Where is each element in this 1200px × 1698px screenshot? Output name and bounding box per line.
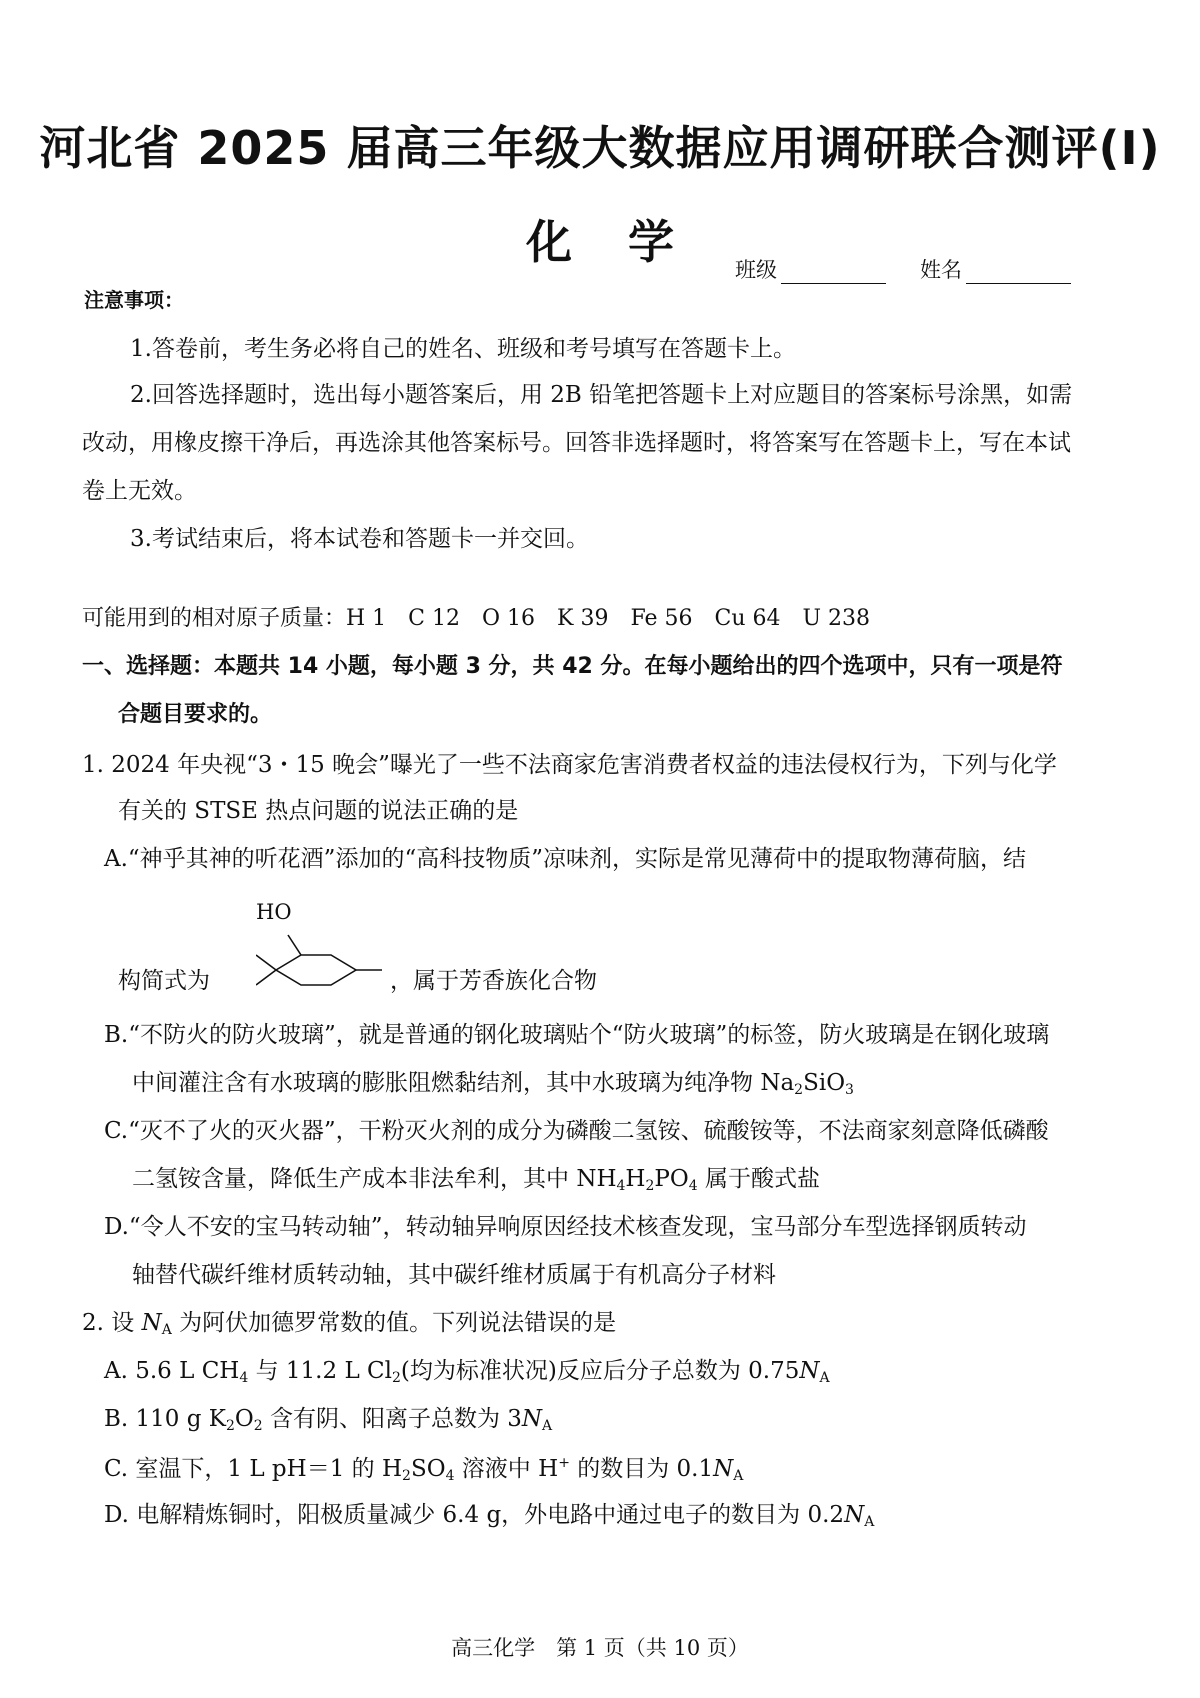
- section1-line-1: 一、选择题：本题共 14 小题，每小题 3 分，共 42 分。在每小题给出的四个选项中，只有一项是符: [82, 654, 1063, 679]
- menthol-ho-label: HO: [256, 900, 292, 924]
- q1-option-a-line-1: A.“神乎其神的听花酒”添加的“高科技物质”凉味剂，实际是常见薄荷中的提取物薄荷脑，结: [104, 846, 1026, 872]
- q2-option-d: D. 电解精炼铜时，阳极质量减少 6.4 g，外电路中通过电子的数目为 $0.2N_A$: [104, 1502, 875, 1530]
- q1-stem-line-2: 有关的 STSE 热点问题的说法正确的是: [118, 798, 519, 824]
- section1-line-2: 合题目要求的。: [118, 702, 273, 727]
- name-blank[interactable]: [966, 261, 1071, 284]
- q1-option-a-suffix: ，属于芳香族化合物: [390, 968, 597, 994]
- q1-option-d-line-1: D.“令人不安的宝马转动轴”，转动轴异响原因经技术核查发现，宝马部分车型选择钢质转动: [104, 1214, 1027, 1240]
- class-label: 班级: [735, 258, 777, 282]
- subject-char-2: 学: [628, 215, 674, 269]
- notice-item-2-line-1: 2.回答选择题时，选出每小题答案后，用 2B 铅笔把答题卡上对应题目的答案标号涂黑，如需: [130, 382, 1073, 408]
- notice-heading: 注意事项：: [84, 288, 184, 312]
- hydroxyl-bond: [288, 935, 301, 955]
- q2-stem: 2. 设 $N_A$ 为阿伏加德罗常数的值。下列说法错误的是: [82, 1310, 617, 1338]
- class-blank[interactable]: [781, 261, 886, 284]
- name-label: 姓名: [920, 258, 962, 282]
- isopropyl-bonds: [256, 955, 276, 985]
- subject-char-1: 化: [526, 215, 572, 269]
- menthol-structure-diagram: [256, 925, 386, 1025]
- q1-stem-line-1: 1. 2024 年央视“3・15 晚会”曝光了一些不法商家危害消费者权益的违法侵权行为，下列与化学: [82, 752, 1057, 778]
- q1-option-b-line-1: B.“不防火的防火玻璃”，就是普通的钢化玻璃贴个“防火玻璃”的标签，防火玻璃是在钢化玻璃: [104, 1022, 1050, 1048]
- q1-option-c-line-1: C.“灭不了火的灭火器”，干粉灭火剂的成分为磷酸二氢铵、硫酸铵等，不法商家刻意降低磷酸: [104, 1118, 1049, 1144]
- q1-option-a-prefix: 构简式为: [118, 968, 210, 994]
- cyclohexane-ring: [276, 955, 356, 985]
- atomic-masses: 可能用到的相对原子质量：H 1 C 12 O 16 K 39 Fe 56 Cu 64 U 238: [82, 606, 871, 631]
- q1-option-b-line-2: 中间灌注含有水玻璃的膨胀阻燃黏结剂，其中水玻璃为纯净物 $Na_2SiO_3$: [132, 1070, 854, 1098]
- notice-item-2-line-3: 卷上无效。: [82, 478, 197, 504]
- q2-option-a: A. 5.6 L $CH_4$ 与 11.2 L $Cl_2$(均为标准状况)反应后分子总数为 $0.75N_A$: [104, 1358, 830, 1386]
- page-footer: 高三化学 第 1 页（共 10 页）: [451, 1636, 749, 1660]
- notice-item-1: 1.答卷前，考生务必将自己的姓名、班级和考号填写在答题卡上。: [130, 336, 796, 362]
- q1-option-d-line-2: 轴替代碳纤维材质转动轴，其中碳纤维材质属于有机高分子材料: [132, 1262, 776, 1288]
- q2-option-b: B. 110 g $K_2O_2$ 含有阴、阳离子总数为 $3N_A$: [104, 1406, 553, 1434]
- q1-option-c-line-2: 二氢铵含量，降低生产成本非法牟利，其中 $NH_4H_2PO_4$ 属于酸式盐: [132, 1166, 820, 1194]
- notice-item-2-line-2: 改动，用橡皮擦干净后，再选涂其他答案标号。回答非选择题时，将答案写在答题卡上，写在本试: [82, 430, 1071, 456]
- q2-option-c: C. 室温下，1 L pH＝1 的 $H_2SO_4$ 溶液中 H+ 的数目为 $0.1N_A$: [104, 1455, 744, 1484]
- student-info-row: [735, 254, 1071, 284]
- exam-title: 河北省 2025 届高三年级大数据应用调研联合测评(Ⅰ): [39, 121, 1161, 175]
- notice-item-3: 3.考试结束后，将本试卷和答题卡一并交回。: [130, 526, 589, 552]
